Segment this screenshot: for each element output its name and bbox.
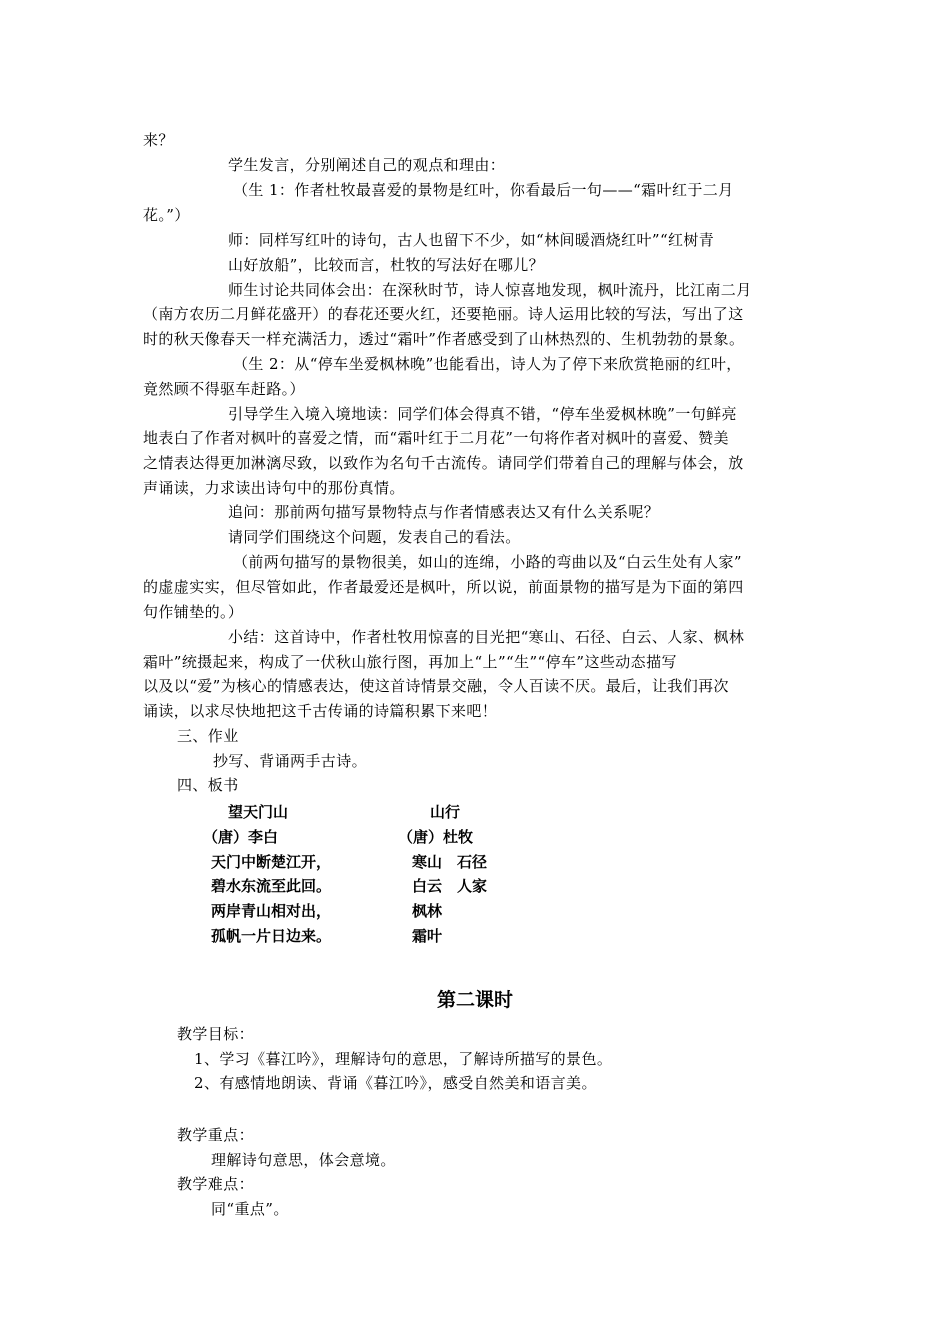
text-line: 声诵读，力求读出诗句中的那份真情。	[143, 479, 405, 497]
section-heading: 三、作业	[177, 727, 239, 745]
text-line: 引导学生入境入境地读：同学们体会得真不错，“停车坐爱枫林晚”一句鲜亮	[228, 405, 737, 423]
poem-line: 天门中断楚江开，	[211, 853, 332, 871]
section-heading: 教学重点：	[177, 1126, 255, 1144]
text-line: 竟然顾不得驱车赶路。）	[143, 380, 305, 398]
text-line: 的虚虚实实，但尽管如此，作者最爱还是枫叶，所以说，前面景物的描写是为下面的第四	[143, 578, 744, 596]
poem-keyword: 枫林	[412, 902, 443, 920]
text-line: 1、学习《暮江吟》，理解诗句的意思，了解诗所描写的景色。	[194, 1050, 613, 1068]
text-line: 2、有感情地朗读、背诵《暮江吟》，感受自然美和语言美。	[194, 1074, 597, 1092]
text-line: 小结：这首诗中，作者杜牧用惊喜的目光把“寒山、石径、白云、人家、枫林	[228, 628, 745, 646]
text-line: 诵读，以求尽快地把这千古传诵的诗篇积累下来吧！	[143, 702, 498, 720]
section-heading: 教学难点：	[177, 1175, 255, 1193]
text-line: 师：同样写红叶的诗句，古人也留下不少，如“林间暖酒烧红叶”“红树青	[228, 231, 715, 249]
text-line: 同“重点”。	[211, 1200, 289, 1218]
poem-line: 两岸青山相对出，	[211, 902, 332, 920]
text-line: 来？	[143, 131, 174, 149]
text-line: 理解诗句意思，体会意境。	[211, 1151, 396, 1169]
text-line: 以及以“爱”为核心的情感表达，使这首诗情景交融，令人百读不厌。最后，让我们再次	[143, 677, 729, 695]
text-line: （前两句描写的景物很美，如山的连绵，小路的弯曲以及“白云生处有人家”	[233, 553, 742, 571]
text-line: 学生发言，分别阐述自己的观点和理由：	[228, 156, 506, 174]
text-line: 追问：那前两句描写景物特点与作者情感表达又有什么关系呢？	[228, 503, 660, 521]
text-line: 花。”）	[143, 206, 190, 224]
text-line: （南方农历二月鲜花盛开）的春花还要火红，还要艳丽。诗人运用比较的写法，写出了这	[143, 305, 744, 323]
section-title: 第二课时	[436, 989, 513, 1011]
poem-author: （唐）杜牧	[398, 828, 474, 846]
poem-author: （唐）李白	[203, 828, 279, 846]
text-line: （生 2：从“停车坐爱枫林晚”也能看出，诗人为了停下来欣赏艳丽的红叶，	[233, 355, 742, 373]
poem-keyword: 白云 人家	[412, 877, 488, 895]
poem-title: 山行	[430, 803, 461, 821]
text-line: 句作铺垫的。）	[143, 603, 244, 621]
text-line: 地表白了作者对枫叶的喜爱之情，而“霜叶红于二月花”一句将作者对枫叶的喜爱、赞美	[143, 429, 729, 447]
section-heading: 四、板书	[177, 776, 239, 794]
text-line: 之情表达得更加淋漓尽致，以致作为名句千古流传。请同学们带着自己的理解与体会，放	[143, 454, 744, 472]
poem-keyword: 寒山 石径	[412, 853, 488, 871]
text-line: 时的秋天像春天一样充满活力，透过“霜叶”作者感受到了山林热烈的、生机勃勃的景象。	[143, 330, 745, 348]
text-line: 请同学们围绕这个问题，发表自己的看法。	[228, 528, 521, 546]
section-heading: 教学目标：	[177, 1025, 255, 1043]
poem-title: 望天门山	[228, 803, 289, 821]
text-line: 师生讨论共同体会出：在深秋时节，诗人惊喜地发现，枫叶流丹，比江南二月	[228, 281, 752, 299]
poem-line: 碧水东流至此回。	[211, 877, 332, 895]
text-line: 抄写、背诵两手古诗。	[213, 752, 368, 770]
poem-line: 孤帆一片日边来。	[211, 927, 332, 945]
poem-keyword: 霜叶	[412, 927, 443, 945]
text-line: （生 1：作者杜牧最喜爱的景物是红叶，你看最后一句——“霜叶红于二月	[233, 181, 734, 199]
text-line: 霜叶”统摄起来，构成了一伏秋山旅行图，再加上“上”“生”“停车”这些动态描写	[143, 653, 677, 671]
text-line: 山好放船”，比较而言，杜牧的写法好在哪儿？	[228, 256, 545, 274]
